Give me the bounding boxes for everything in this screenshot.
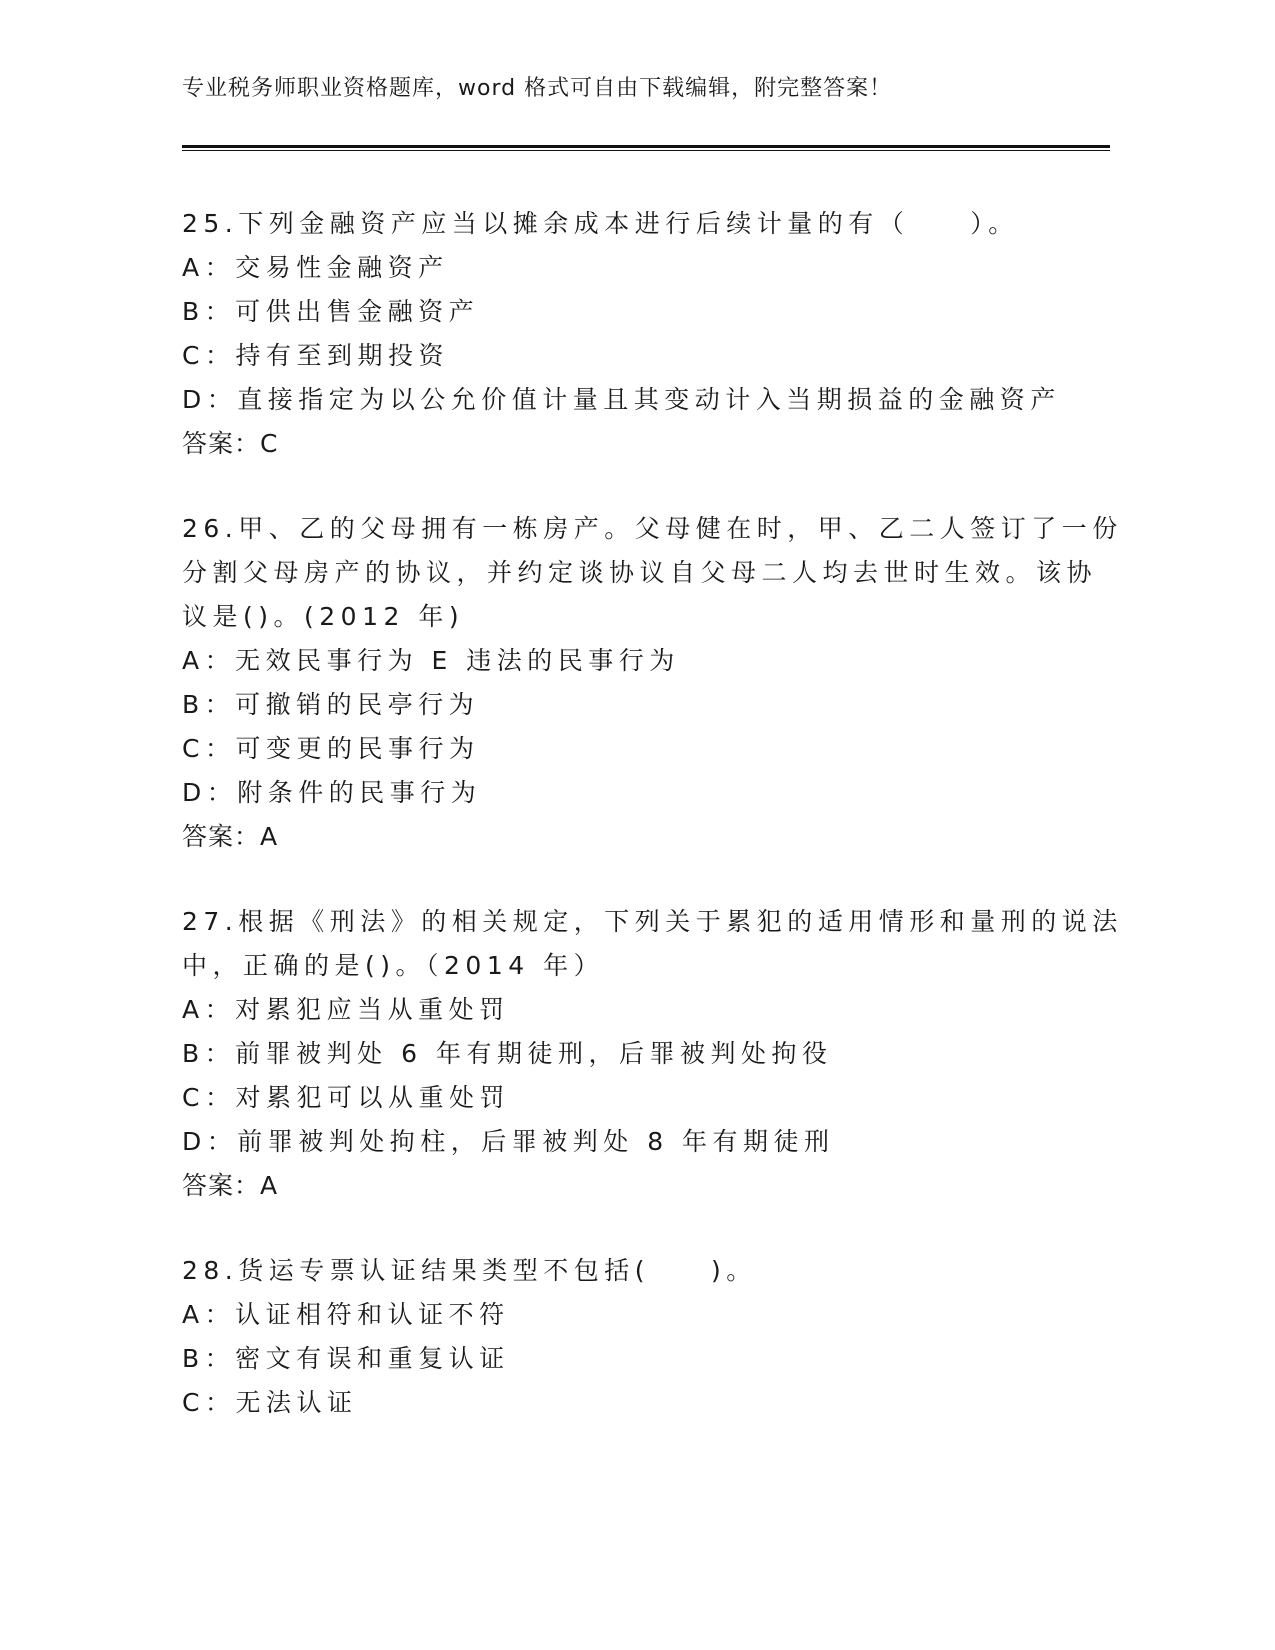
question-stem: 27.根据《刑法》的相关规定，下列关于累犯的适用情形和量刑的说法 [182, 907, 1123, 936]
header-divider [182, 145, 1110, 151]
option-c: C：对累犯可以从重处罚 [182, 1083, 510, 1112]
question-25 [182, 202, 1062, 466]
question-stem: 25.下列金融资产应当以摊余成本进行后续计量的有（ ）。 [182, 209, 1019, 238]
option-b: B：可撤销的民亭行为 [182, 690, 480, 719]
question-stem: 28.货运专票认证结果类型不包括( )。 [182, 1256, 757, 1285]
answer: 答案：C [182, 429, 279, 458]
question-stem: 议是()。(2012 年) [182, 602, 465, 631]
question-stem: 中，正确的是()。（2014 年） [182, 951, 605, 980]
option-b: B：密文有误和重复认证 [182, 1344, 510, 1373]
question-list [182, 202, 1123, 1466]
answer: 答案：A [182, 822, 279, 851]
question-26 [182, 507, 1123, 859]
option-d: D：前罪被判处拘柱，后罪被判处 8 年有期徒刑 [182, 1127, 835, 1156]
option-a: A：对累犯应当从重处罚 [182, 995, 510, 1024]
question-27 [182, 900, 1123, 1208]
option-d: D：附条件的民事行为 [182, 778, 482, 807]
option-c: C：可变更的民事行为 [182, 734, 480, 763]
option-b: B：前罪被判处 6 年有期徒刑，后罪被判处拘役 [182, 1039, 833, 1068]
option-a: A：认证相符和认证不符 [182, 1300, 510, 1329]
option-c: C：无法认证 [182, 1388, 358, 1417]
question-28 [182, 1249, 1062, 1425]
option-c: C：持有至到期投资 [182, 341, 449, 370]
answer: 答案：A [182, 1171, 279, 1200]
option-b: B：可供出售金融资产 [182, 297, 480, 326]
question-stem: 26.甲、乙的父母拥有一栋房产。父母健在时，甲、乙二人签订了一份 [182, 514, 1123, 543]
page-header: 专业税务师职业资格题库，word 格式可自由下载编辑，附完整答案！ [182, 76, 893, 101]
option-d: D：直接指定为以公允价值计量且其变动计入当期损益的金融资产 [182, 385, 1061, 414]
question-stem: 分割父母房产的协议，并约定谈协议自父母二人均去世时生效。该协 [182, 558, 1098, 587]
header-divider-thick [182, 145, 1110, 148]
option-a: A：交易性金融资产 [182, 253, 449, 282]
option-a: A：无效民事行为 E 违法的民事行为 [182, 646, 680, 675]
header-divider-thin [182, 150, 1110, 151]
